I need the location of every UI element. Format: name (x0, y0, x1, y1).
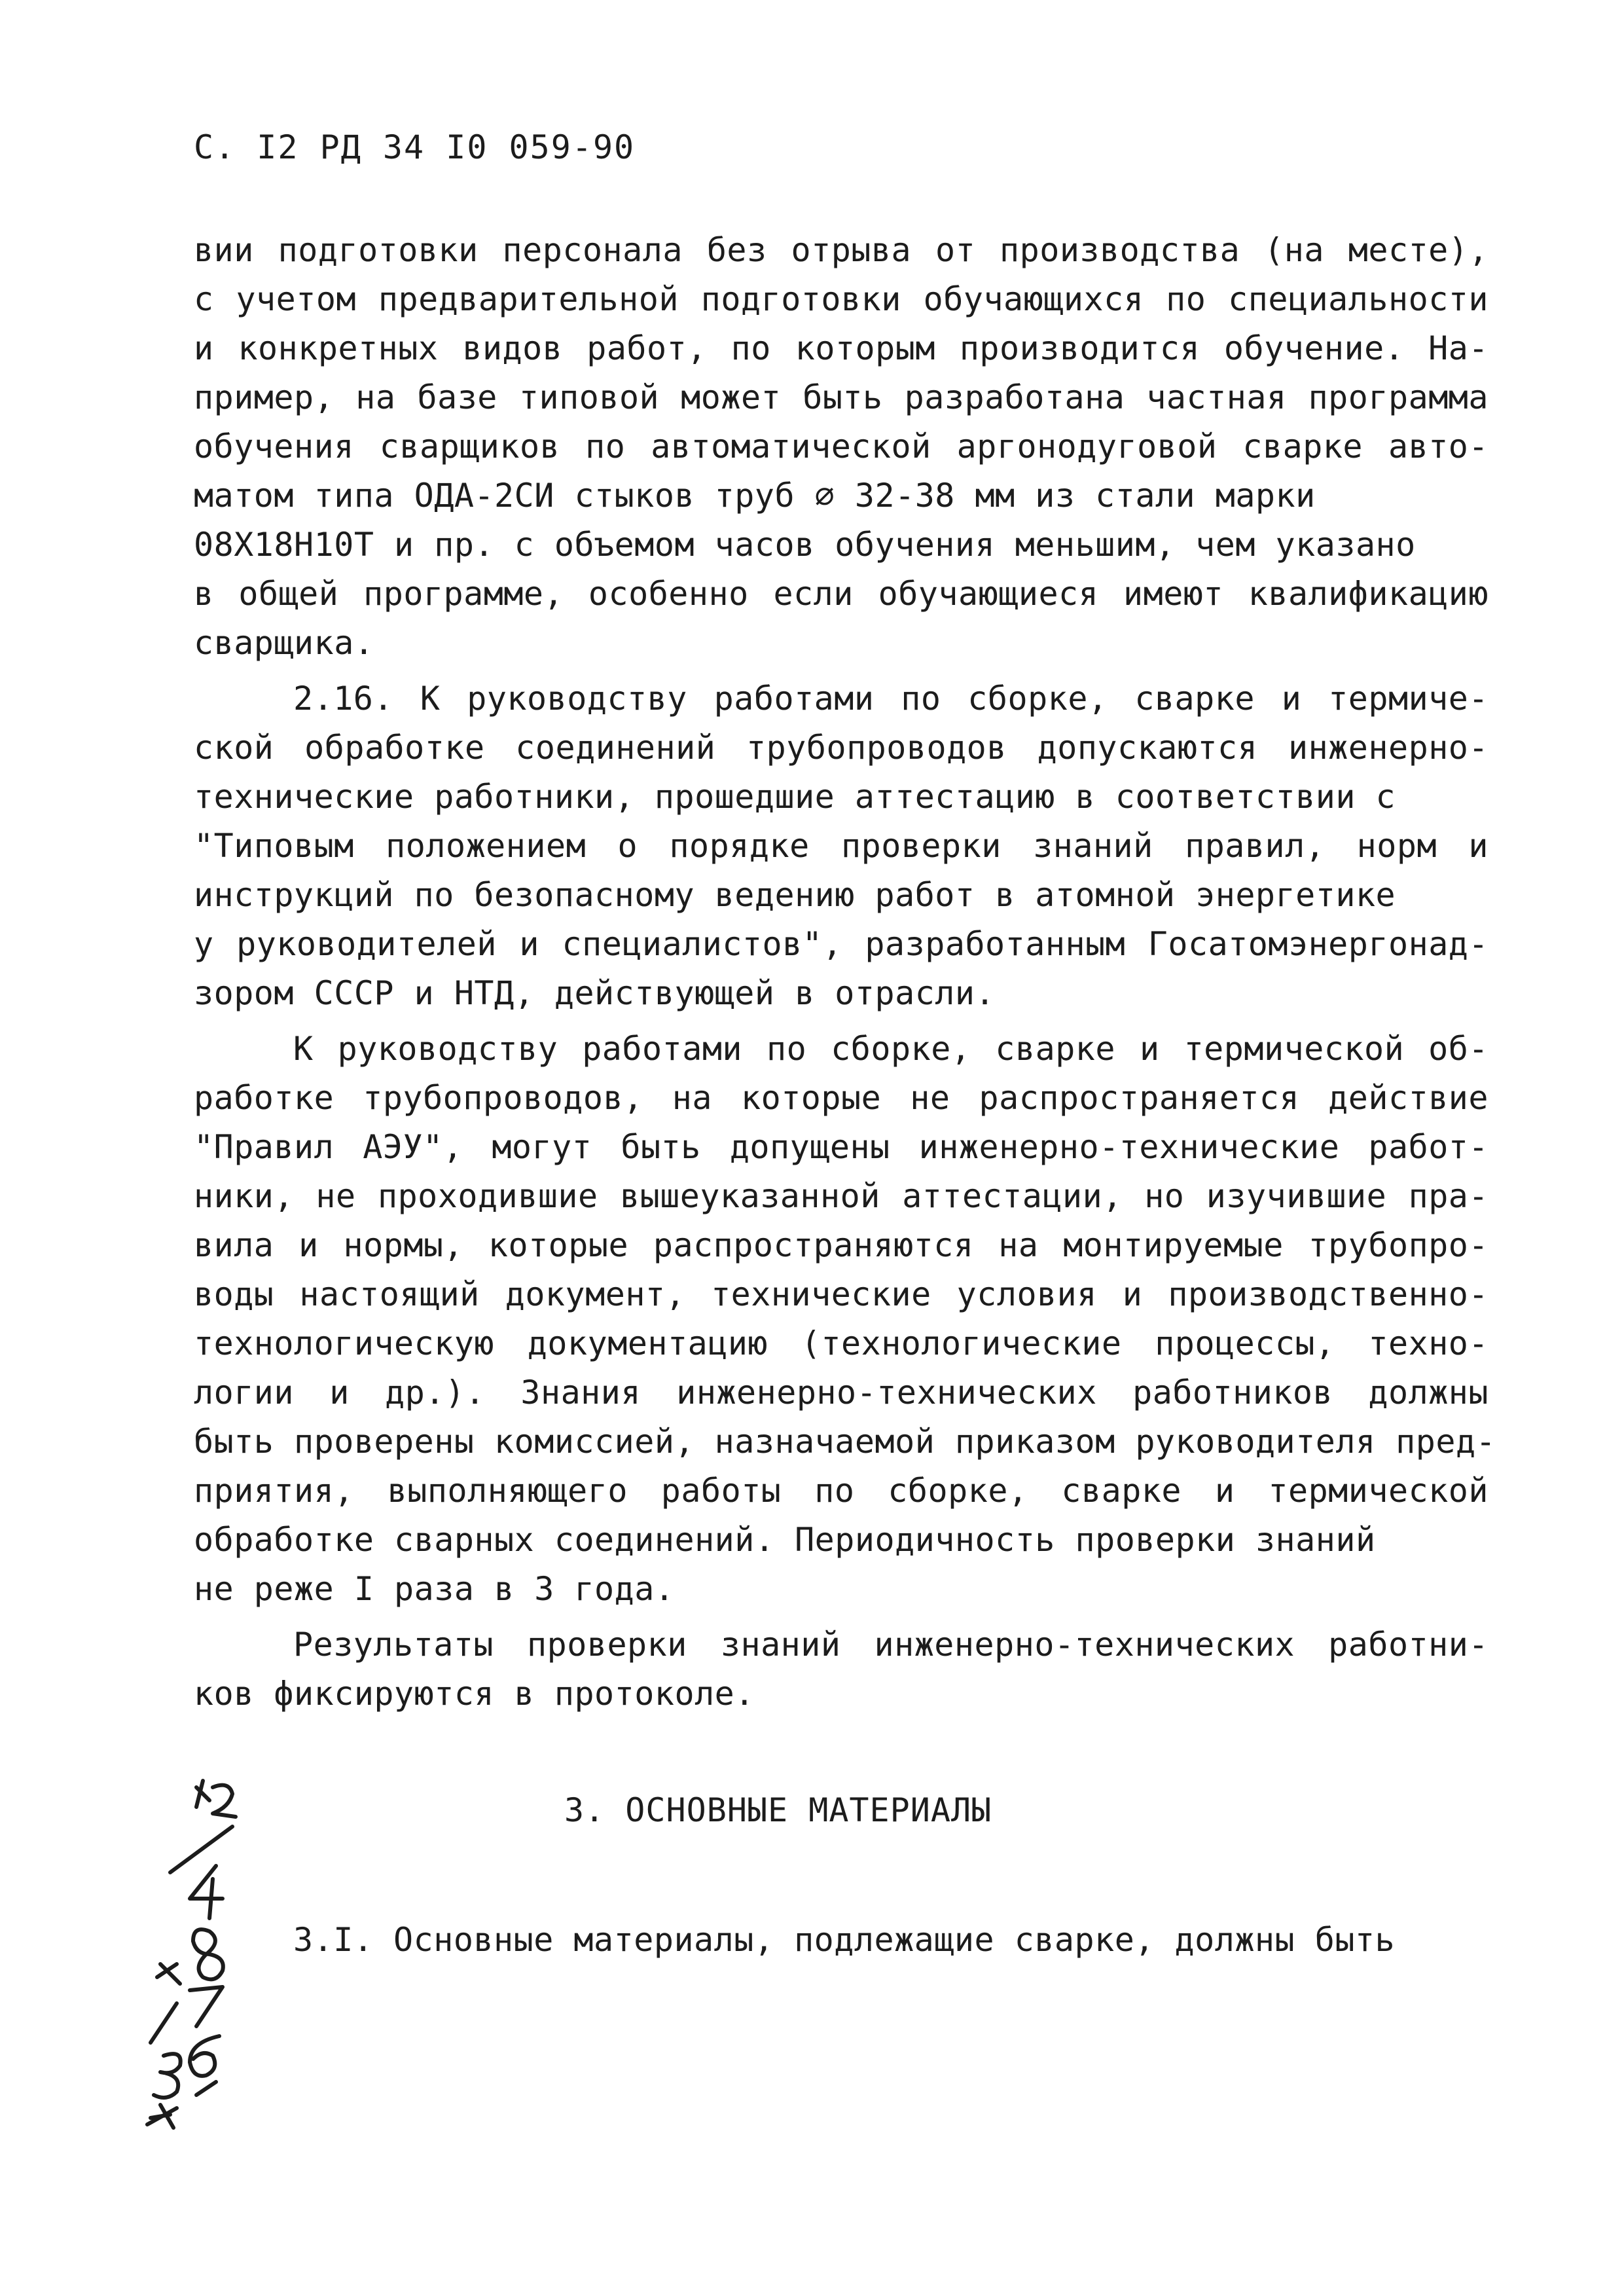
text-line: "Правил АЭУ", могут быть допущены инженерно-технические работ- (194, 1128, 1489, 1166)
text-line: технологическую документацию (технологические процессы, техно- (194, 1324, 1489, 1362)
text-line: зором СССР и НТД, действующей в отрасли. (194, 974, 996, 1012)
text-line: не реже I раза в 3 года. (194, 1570, 675, 1608)
handwritten-note (98, 1768, 249, 2134)
text-line: К руководству работами по сборке, сварке и термической об- (293, 1030, 1489, 1068)
text-line: воды настоящий документ, технические условия и производственно- (194, 1275, 1489, 1313)
text-line: 2.16. К руководству работами по сборке, сварке и термиче- (293, 680, 1489, 718)
text-line: инструкций по безопасному ведению работ в атомной энергетике (194, 876, 1396, 914)
text-line: матом типа ОДА-2СИ стыков труб ∅ 32-38 мм из стали марки (194, 477, 1316, 515)
text-line: и конкретных видов работ, по которым производится обучение. На- (194, 329, 1489, 367)
text-line: обработке сварных соединений. Периодичность проверки знаний (194, 1521, 1376, 1559)
text-line: Результаты проверки знаний инженерно-технических работни- (293, 1626, 1489, 1664)
text-line: пример, на базе типовой может быть разработана частная программа (194, 378, 1489, 416)
subsection-3-1: 3.I. Основные материалы, подлежащие сварке, должны быть (293, 1921, 1396, 1959)
section-title: 3. ОСНОВНЫЕ МАТЕРИАЛЫ (564, 1791, 992, 1829)
text-line: ской обработке соединений трубопроводов допускаются инженерно- (194, 729, 1489, 767)
text-line: вила и нормы, которые распространяются на монтируемые трубопро- (194, 1226, 1489, 1264)
text-line: обучения сварщиков по автоматической аргонодуговой сварке авто- (194, 428, 1489, 465)
text-line: приятия, выполняющего работы по сборке, сварке и термической (194, 1472, 1489, 1510)
text-line: логии и др.). Знания инженерно-технических работников должны (194, 1374, 1489, 1412)
text-line: "Типовым положением о порядке проверки знаний правил, норм и (194, 827, 1489, 865)
text-line: в общей программе, особенно если обучающиеся имеют квалификацию (194, 575, 1489, 613)
page-header: С. I2 РД 34 I0 059-90 (194, 128, 636, 166)
text-line: быть проверены комиссией, назначаемой приказом руководителя пред- (194, 1423, 1496, 1461)
text-line: вии подготовки персонала без отрыва от производства (на месте), (194, 231, 1489, 269)
text-line: ники, не проходившие вышеуказанной аттестации, но изучившие пра- (194, 1177, 1489, 1215)
text-line: с учетом предварительной подготовки обучающихся по специальности (194, 280, 1489, 318)
text-line: у руководителей и специалистов", разработанным Госатомэнергонад- (194, 925, 1489, 963)
text-line: сварщика. (194, 624, 374, 662)
text-line: технические работники, прошедшие аттестацию в соответствии с (194, 778, 1396, 816)
text-line: 08Х18Н10Т и пр. с объемом часов обучения меньшим, чем указано (194, 526, 1416, 564)
text-line: работке трубопроводов, на которые не распространяется действие (194, 1079, 1489, 1117)
text-line: ков фиксируются в протоколе. (194, 1675, 755, 1713)
